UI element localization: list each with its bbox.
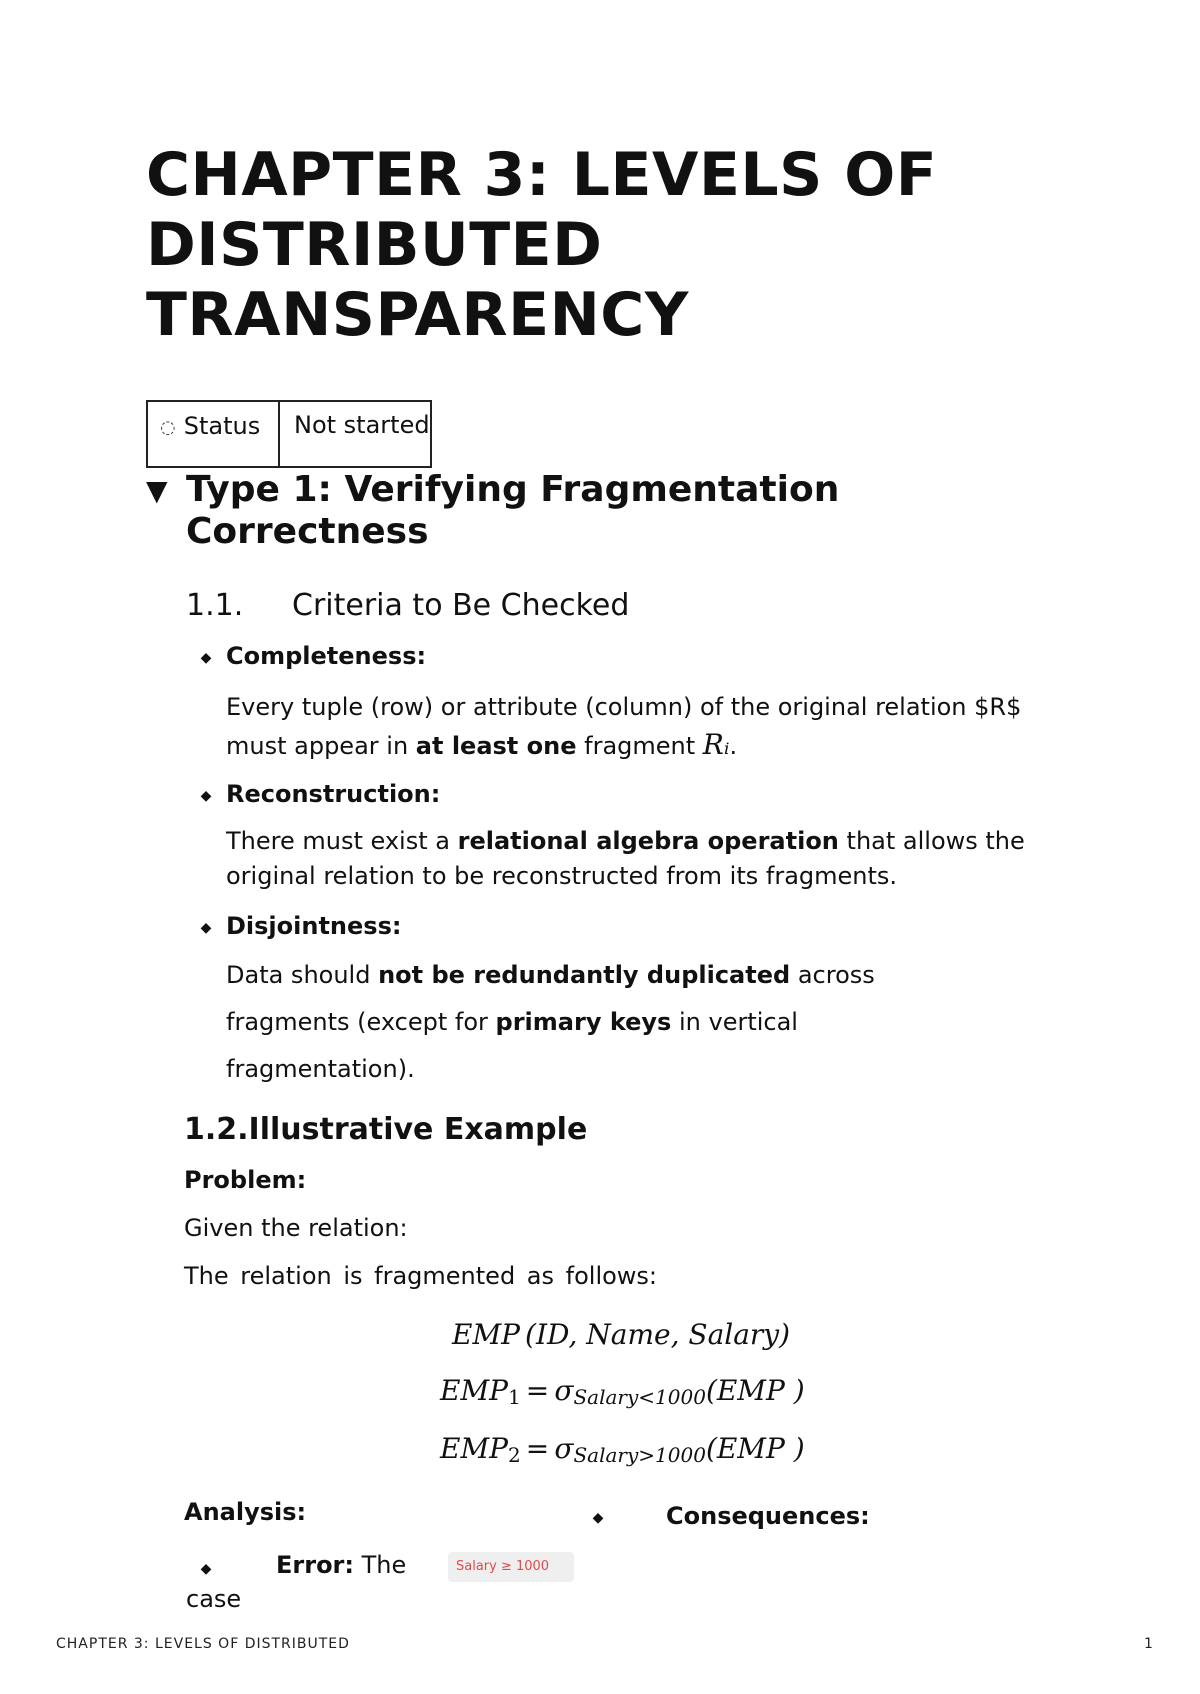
math-sub: Salary<1000 xyxy=(573,1385,706,1410)
status-property xyxy=(146,400,432,468)
status-value[interactable]: Not started xyxy=(294,411,430,439)
footer-running-title: CHAPTER 3: LEVELS OF DISTRIBUTED xyxy=(56,1636,350,1652)
math-span: = xyxy=(525,1374,550,1407)
criterion-text xyxy=(226,952,886,1093)
list-item xyxy=(186,1546,426,1614)
text-span: in vertical fragmentation). xyxy=(226,1008,798,1083)
math-span: EMP xyxy=(440,1432,508,1465)
inline-code: Salary ≥ 1000 xyxy=(448,1552,574,1582)
math-span: (EMP ) xyxy=(705,1374,805,1407)
toggle-heading[interactable] xyxy=(146,467,1046,553)
equation-fragment-2 xyxy=(440,1432,940,1467)
bullet-icon: ◆ xyxy=(200,788,212,804)
criterion-text xyxy=(226,824,1066,894)
math-span: EMP xyxy=(452,1318,520,1351)
math-span: = xyxy=(525,1432,550,1465)
math-sub: Salary>1000 xyxy=(573,1443,706,1468)
section-1-1-heading xyxy=(186,588,986,624)
section-1-2-heading xyxy=(184,1112,984,1148)
math-span: σ xyxy=(554,1374,574,1407)
text-span: . xyxy=(729,732,738,760)
list-item xyxy=(186,642,1046,670)
section-title: 1.2.Illustrative Example xyxy=(184,1112,588,1147)
section-title: Criteria to Be Checked xyxy=(292,588,630,623)
spinner-icon: ◌ xyxy=(160,417,176,438)
math-span: σ xyxy=(554,1432,574,1465)
bold-span: primary keys xyxy=(495,1008,672,1036)
criterion-text xyxy=(226,688,1046,765)
bold-span: at least one xyxy=(415,732,577,760)
given-text: Given the relation: xyxy=(184,1214,408,1242)
criterion-label: Reconstruction: xyxy=(226,780,441,808)
bullet-icon: ◆ xyxy=(200,1561,212,1577)
text-span: fragment xyxy=(584,732,696,760)
consequences-label: Consequences: xyxy=(666,1502,870,1530)
page-title: CHAPTER 3: LEVELS OF DISTRIBUTED TRANSPARENCY xyxy=(146,140,938,350)
text-span: that allows the original relation to be reconstructed from its fragments. xyxy=(226,827,1025,890)
equation-fragment-1 xyxy=(440,1374,940,1409)
bullet-icon: ◆ xyxy=(200,650,212,666)
list-item xyxy=(186,780,1046,808)
status-label: Status xyxy=(183,412,261,440)
math-span: EMP xyxy=(440,1374,508,1407)
section-number: 1.1. xyxy=(186,588,244,623)
text-span: across fragments (except for xyxy=(226,961,875,1036)
analysis-label: Analysis: xyxy=(184,1498,307,1526)
text-span: The case xyxy=(186,1551,407,1613)
text-span: Every tuple (row) or attribute (column) of the original relation $R$ must appear in xyxy=(226,693,1022,760)
math-span: (EMP ) xyxy=(705,1432,805,1465)
criterion-label: Completeness: xyxy=(226,642,427,670)
toggle-title: Type 1: Verifying Fragmentation Correctness xyxy=(186,469,840,552)
bullet-icon: ◆ xyxy=(592,1510,604,1526)
math-sub: 1 xyxy=(507,1385,521,1410)
math-sub: 2 xyxy=(507,1443,521,1468)
math-span: (ID, Name, Salary) xyxy=(525,1318,791,1351)
text-span: There must exist a xyxy=(226,827,450,855)
page-number: 1 xyxy=(1144,1636,1154,1652)
status-label-cell xyxy=(148,402,280,466)
bold-span: relational algebra operation xyxy=(457,827,839,855)
bullet-icon: ◆ xyxy=(200,920,212,936)
fragmented-text: The relation is fragmented as follows: xyxy=(184,1262,658,1290)
list-item xyxy=(186,912,1046,940)
math-span: Rᵢ xyxy=(702,728,730,761)
bold-span: Error: xyxy=(276,1551,354,1579)
criterion-label: Disjointness: xyxy=(226,912,402,940)
equation-relation xyxy=(452,1318,952,1351)
list-item xyxy=(578,1502,978,1530)
triangle-down-icon[interactable]: ▼ xyxy=(146,474,168,507)
bold-span: not be redundantly duplicated xyxy=(378,961,791,989)
text-span: Data should xyxy=(226,961,371,989)
problem-label: Problem: xyxy=(184,1166,307,1194)
